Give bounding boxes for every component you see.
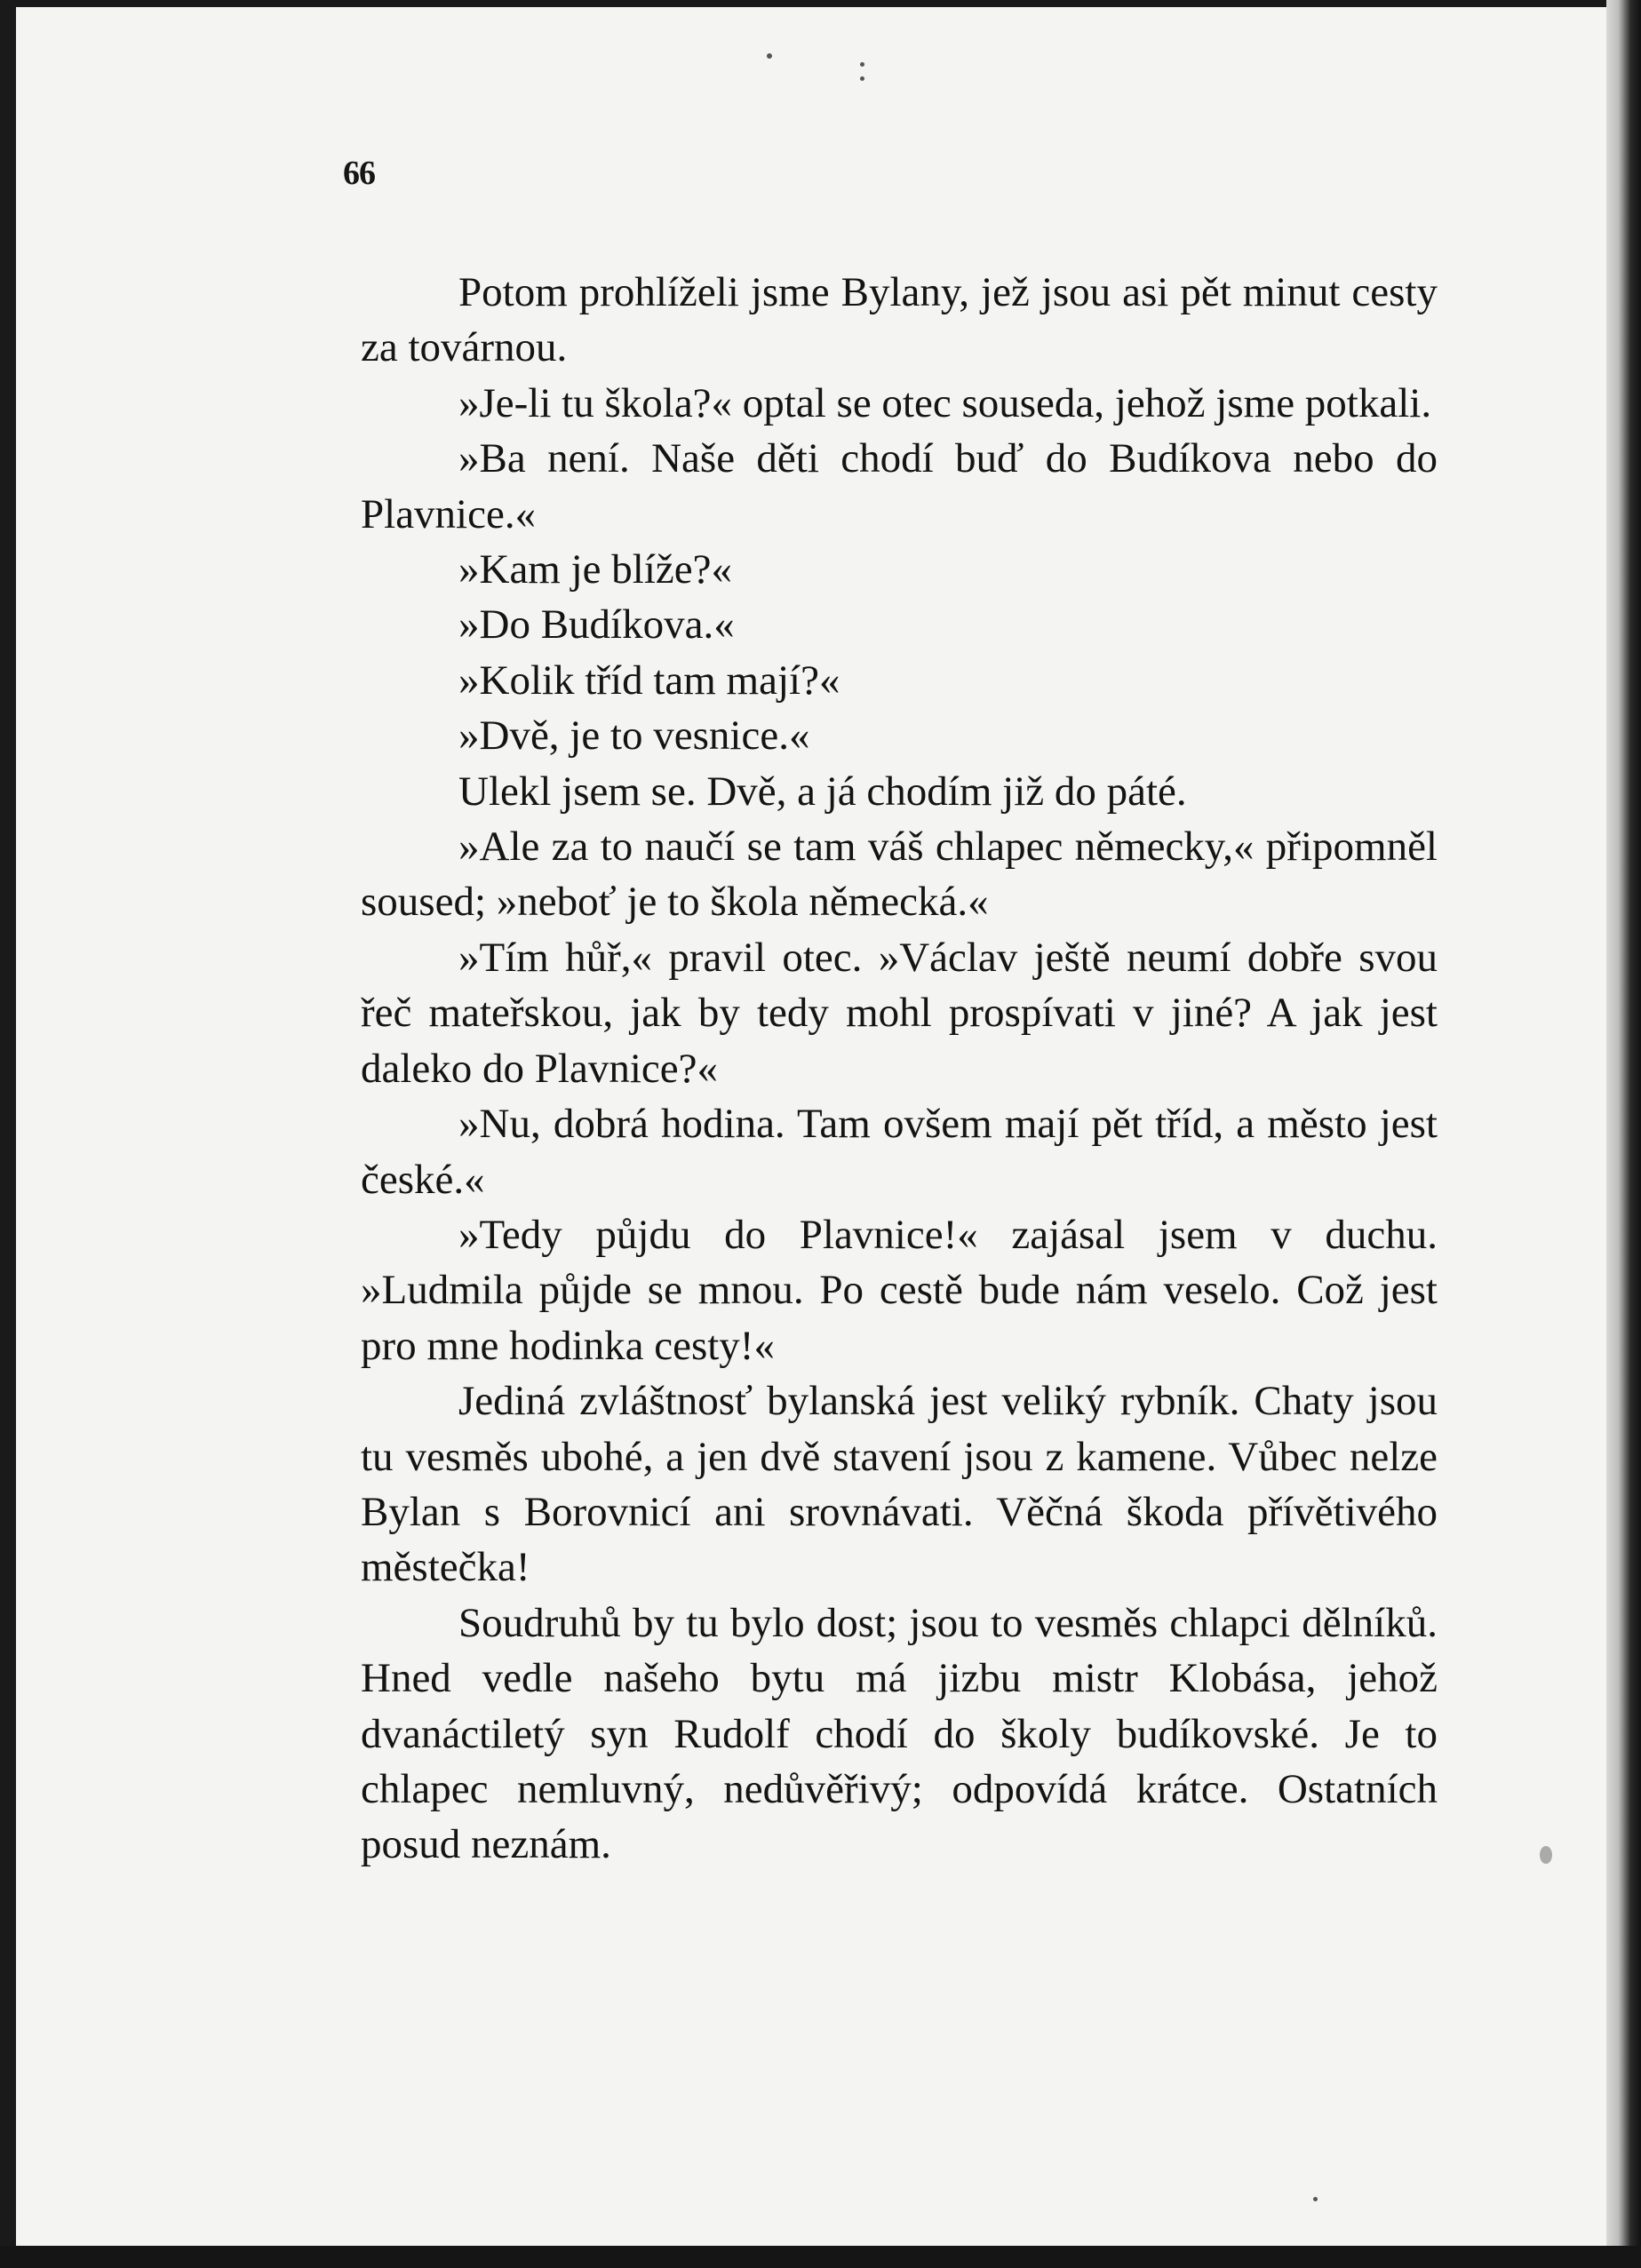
paragraph: Potom prohlíželi jsme Bylany, jež jsou asi pět minut cesty za továrnou. [361,269,1438,371]
paragraph: Ulekl jsem se. Dvě, a já chodím již do páté. [458,768,1187,815]
scan-speck [767,53,772,59]
paragraph: Soudruhů by tu bylo dost; jsou to vesměs chlapci dělníků. Hned vedle našeho bytu má jizbu mistr Klobása, jehož dvanáctiletý syn Rudolf chodí do školy budíkovské. Je to chlapec nemluvný, nedůvěřivý; odpovídá krátce. Ostatních posud neznám. [361,1599,1438,1868]
page-number: 66 [343,155,375,192]
paragraph: »Je-li tu škola?« optal se otec souseda, jehož jsme potkali. [458,379,1432,426]
paragraph: »Kolik tříd tam mají?« [458,657,840,704]
paragraph: »Tím hůř,« pravil otec. »Václav ještě neumí dobře svou řeč mateřskou, jak by tedy mohl prospívati v jiné? A jak jest daleko do Plavnice?« [361,934,1438,1092]
paragraph: »Ba není. Naše děti chodí buď do Budíkova nebo do Plavnice.« [361,435,1438,537]
bottom-edge-shadow [0,2246,1641,2268]
paragraph: »Do Budíkova.« [458,601,735,649]
scan-speck [1313,2197,1318,2201]
paragraph: »Ale za to naučí se tam váš chlapec německy,« připomněl soused; »neboť je to škola německá.« [361,824,1438,926]
scan-speck [1540,1846,1552,1864]
scan-speck [860,76,864,81]
page-edge-shadow [1606,0,1641,2268]
paragraph: »Nu, dobrá hodina. Tam ovšem mají pět tříd, a město jest české.« [361,1101,1438,1203]
paragraph: »Kam je blíže?« [458,546,732,593]
body-text [361,265,1438,1873]
scan-speck [860,62,864,67]
book-page [16,7,1606,2246]
paragraph: Jediná zvláštnosť bylanská jest veliký rybník. Chaty jsou tu vesměs ubohé, a jen dvě stavení jsou z kamene. Vůbec nelze Bylan s Borovnicí ani srovnávati. Věčná škoda přívětivého městečka! [361,1378,1438,1591]
paragraph: »Tedy půjdu do Plavnice!« zajásal jsem v duchu. »Ludmila půjde se mnou. Po cestě bude nám veselo. Což jest pro mne hodinka cesty!« [361,1211,1438,1369]
paragraph: »Dvě, je to vesnice.« [458,712,810,760]
